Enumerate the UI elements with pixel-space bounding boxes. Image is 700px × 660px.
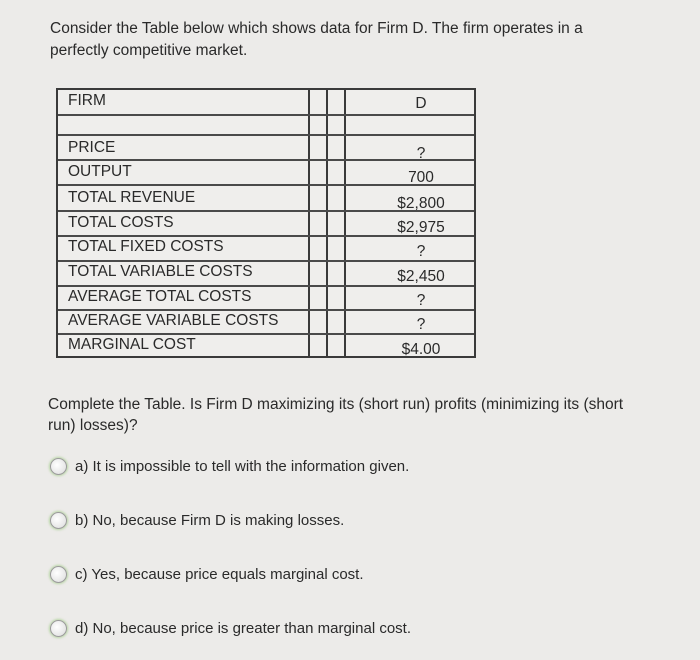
column-divider — [308, 90, 310, 356]
row-label-price: PRICE — [68, 139, 116, 156]
question-text: Complete the Table. Is Firm D maximizing its (short run) profits (minimizing its (short run) losses)? — [48, 396, 624, 434]
row-value-marginal-cost: $4.00 — [401, 341, 441, 358]
row-label-total-costs: TOTAL COSTS — [68, 214, 174, 231]
radio-button-icon[interactable] — [50, 620, 67, 637]
header-firm-label: FIRM — [68, 92, 106, 109]
radio-button-icon[interactable] — [50, 566, 67, 583]
answer-option-label: c) Yes, because price equals marginal cost. — [75, 566, 364, 583]
answer-option-label: b) No, because Firm D is making losses. — [75, 512, 345, 529]
answer-option-c[interactable] — [50, 566, 364, 583]
answer-option-d[interactable] — [50, 620, 411, 637]
row-label-average-total-costs: AVERAGE TOTAL COSTS — [68, 288, 252, 305]
row-label-total-fixed-costs: TOTAL FIXED COSTS — [68, 238, 224, 255]
row-divider — [58, 114, 474, 116]
row-value-price: ? — [416, 145, 426, 162]
row-value-total-costs: $2,975 — [397, 219, 445, 236]
row-value-total-variable-costs: $2,450 — [397, 268, 445, 285]
row-label-marginal-cost: MARGINAL COST — [68, 336, 196, 353]
row-label-total-variable-costs: TOTAL VARIABLE COSTS — [68, 263, 253, 280]
firm-data-table — [56, 88, 476, 358]
row-value-average-variable-costs: ? — [416, 316, 426, 333]
row-label-output: OUTPUT — [68, 163, 132, 180]
question-intro: Consider the Table below which shows data for Firm D. The firm operates in a perfectly competitive market. — [50, 20, 583, 59]
radio-button-icon[interactable] — [50, 512, 67, 529]
answer-option-label: a) It is impossible to tell with the information given. — [75, 458, 410, 475]
row-value-output: 700 — [408, 169, 434, 186]
column-divider — [344, 90, 346, 356]
row-divider — [58, 134, 474, 136]
answer-option-b[interactable] — [50, 512, 344, 529]
row-value-total-revenue: $2,800 — [397, 195, 445, 212]
row-value-average-total-costs: ? — [416, 292, 426, 309]
row-label-total-revenue: TOTAL REVENUE — [68, 189, 196, 206]
row-value-total-fixed-costs: ? — [416, 243, 426, 260]
radio-button-icon[interactable] — [50, 458, 67, 475]
answer-option-a[interactable] — [50, 458, 409, 475]
header-firm-value: D — [415, 95, 427, 112]
row-label-average-variable-costs: AVERAGE VARIABLE COSTS — [68, 312, 279, 329]
answer-option-label: d) No, because price is greater than marginal cost. — [75, 620, 411, 637]
column-divider — [326, 90, 328, 356]
